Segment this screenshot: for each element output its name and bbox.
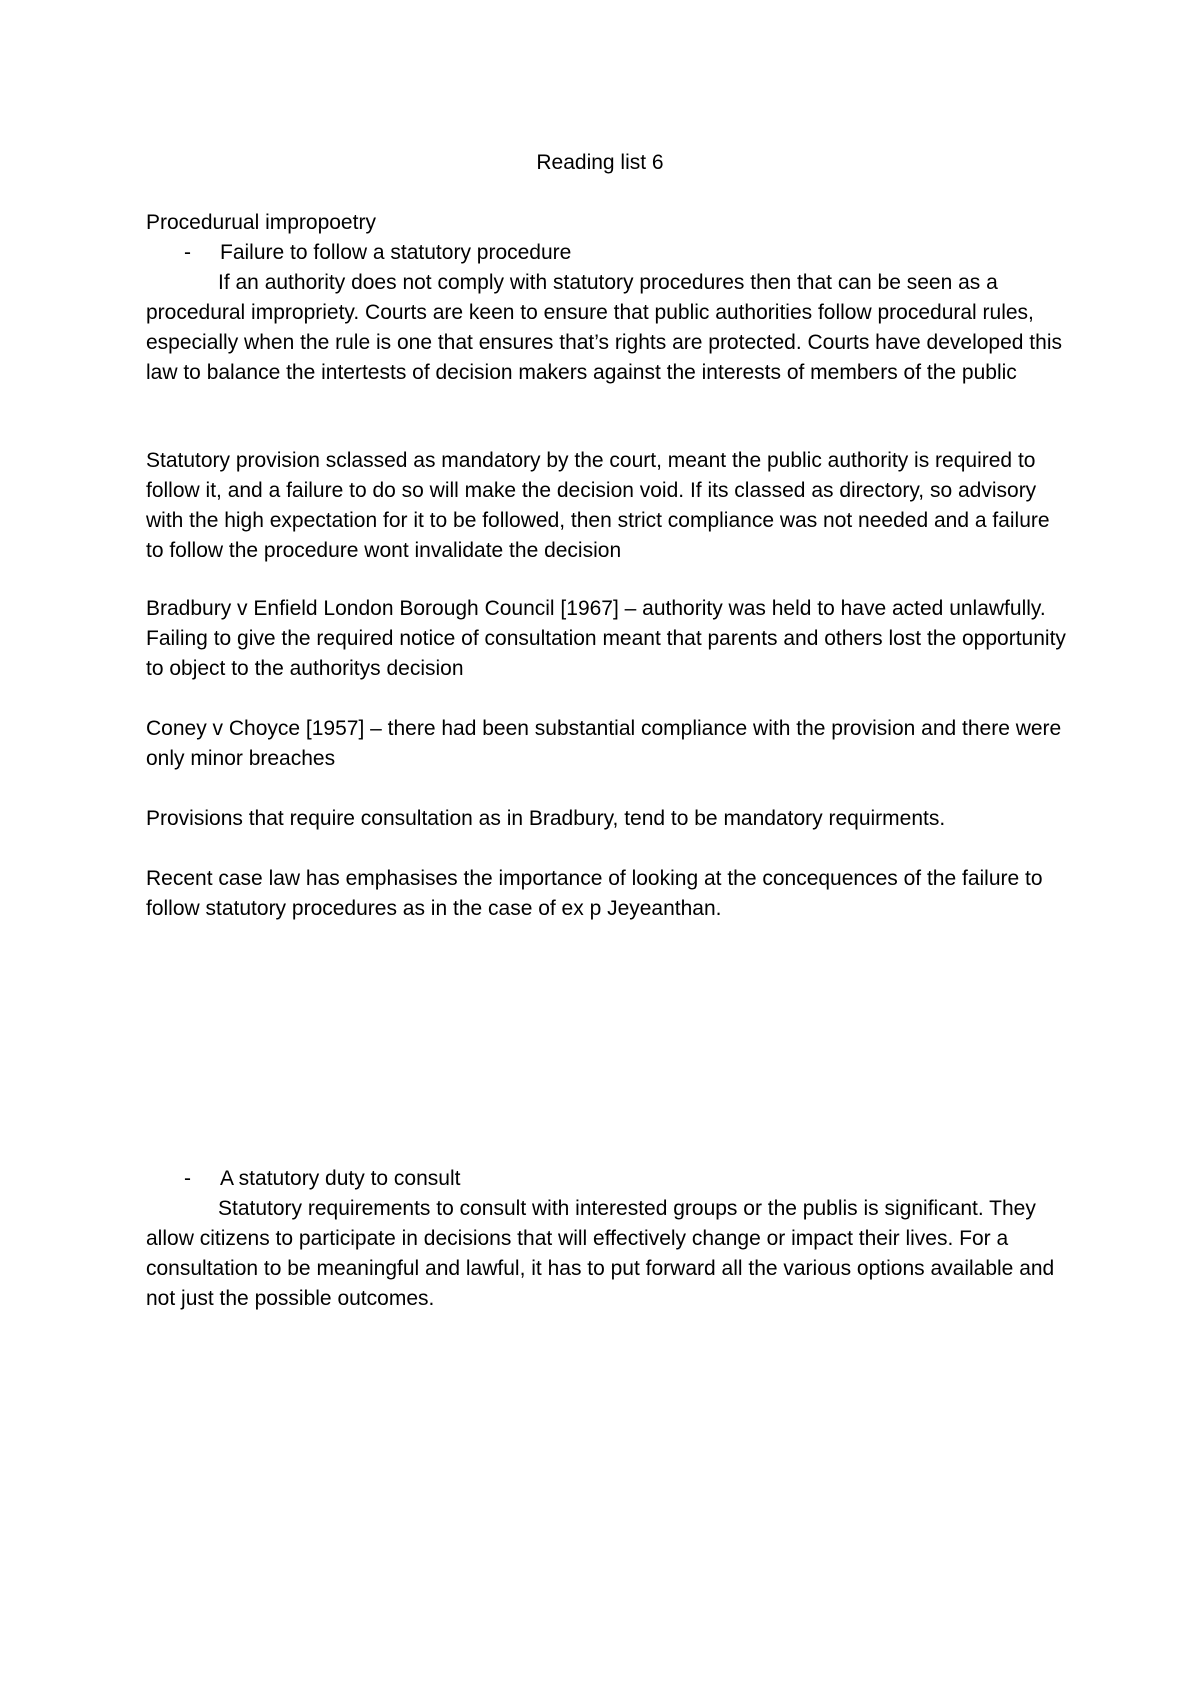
paragraph-text: If an authority does not comply with statutory procedures then that can be seen as a procedural impropriety. Courts are keen to ensure that public authorities follow procedural rules, especially when the rule is one that ensures that’s rights are protected. Courts have developed this law to balance the intertests of decision makers against the interests of members of the public <box>146 271 1062 384</box>
bullet-dash: - <box>184 1167 191 1190</box>
paragraph-recent-case-law: Recent case law has emphasises the importance of looking at the concequences of the failure to follow statutory procedures as in the case of ex p Jeyeanthan. <box>146 867 1043 920</box>
bullet-duty-to-consult <box>184 1164 1064 1194</box>
paragraph-failure-to-follow <box>146 268 1066 388</box>
paragraph-coney: Coney v Choyce [1957] – there had been substantial compliance with the provision and there were only minor breaches <box>146 717 1062 770</box>
paragraph-mandatory-directory: Statutory provision sclassed as mandatory by the court, meant the public authority is required to follow it, and a failure to do so will make the decision void. If its classed as directory, so advisory with the high expectation for it to be followed, then strict compliance was not needed and a failure to follow the procedure wont invalidate the decision <box>146 449 1050 562</box>
paragraph-text: Statutory requirements to consult with interested groups or the publis is significant. They allow citizens to participate in decisions that will effectively change or impact their lives. For a consultation to be meaningful and lawful, it has to put forward all the various options available and not just the possible outcomes. <box>146 1197 1055 1310</box>
bullet-dash: - <box>184 241 191 264</box>
page-title: Reading list 6 <box>536 151 664 174</box>
paragraph-duty-to-consult <box>146 1194 1066 1314</box>
paragraph-bradbury: Bradbury v Enfield London Borough Council [1967] – authority was held to have acted unlawfully. Failing to give the required notice of consultation meant that parents and others lost the opportunity to object to the authoritys decision <box>146 597 1066 680</box>
paragraph-provisions: Provisions that require consultation as in Bradbury, tend to be mandatory requirments. <box>146 807 946 830</box>
bullet-label: Failure to follow a statutory procedure <box>220 241 572 264</box>
bullet-label: A statutory duty to consult <box>220 1167 461 1190</box>
section-heading: Procedurual impropoetry <box>146 211 376 234</box>
bullet-failure-to-follow <box>184 238 1064 268</box>
